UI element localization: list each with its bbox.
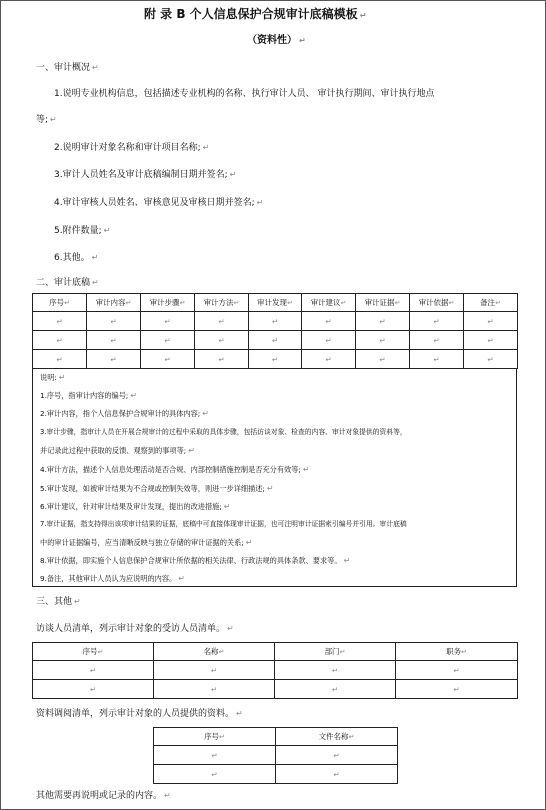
- note-line: 6.审计建议，针对审计结果及审计发现，提出的改进措施; ↵: [40, 502, 231, 511]
- note-line: 并记录此过程中获取的反馈、观察到的事项等; ↵: [40, 446, 195, 455]
- table-cell: ↵: [141, 312, 195, 331]
- table-cell: ↵: [33, 350, 87, 369]
- table-cell: ↵: [249, 350, 302, 369]
- docs-list-text: 资料调阅清单，列示审计对象的人员提供的资料。 ↵: [36, 709, 243, 719]
- table-cell: ↵: [141, 350, 195, 369]
- table-header-cell: 序号↵: [33, 643, 154, 661]
- table-cell: ↵: [275, 661, 396, 680]
- table-header-cell: 审计建议↵: [302, 294, 356, 312]
- table-cell: ↵: [276, 746, 398, 765]
- table-cell: ↵: [33, 661, 154, 680]
- table-header-cell: 审计证据↵: [356, 294, 410, 312]
- table-cell: ↵: [249, 312, 302, 331]
- table-cell: ↵: [195, 350, 249, 369]
- table-cell: ↵: [87, 350, 141, 369]
- table-row: [33, 312, 518, 331]
- note-line: 9.备注，其他审计人员认为应说明的内容。 ↵: [40, 574, 185, 583]
- note-line: 中的审计证据编号，应当清晰反映与独立存储的审计证据的关系; ↵: [40, 538, 253, 547]
- table-cell: ↵: [356, 312, 410, 331]
- table-cell: ↵: [302, 350, 356, 369]
- table-cell: ↵: [195, 312, 249, 331]
- table-header-cell: 审计步骤↵: [141, 294, 195, 312]
- table-cell: ↵: [33, 331, 87, 350]
- table-header-row: [33, 643, 518, 661]
- table-cell: ↵: [154, 765, 276, 784]
- section1-item: 1.说明专业机构信息，包括描述专业机构的名称、执行审计人员、 审计执行期间、审计执行地点: [54, 89, 435, 99]
- table-header-row: [154, 728, 398, 746]
- table-cell: ↵: [410, 350, 464, 369]
- table-cell: ↵: [141, 331, 195, 350]
- table-row: [33, 350, 518, 369]
- table-cell: ↵: [356, 331, 410, 350]
- table-cell: ↵: [33, 312, 87, 331]
- table-cell: ↵: [275, 680, 396, 699]
- table-cell: ↵: [249, 331, 302, 350]
- note-line: 1.序号，指审计内容的编号; ↵: [40, 391, 138, 400]
- table-header-cell: 审计依据↵: [410, 294, 464, 312]
- table-cell: ↵: [33, 680, 154, 699]
- section1-item: 等; ↵: [36, 115, 57, 125]
- notes-box: [32, 368, 517, 587]
- table-cell: ↵: [87, 312, 141, 331]
- table-header-cell: 职务↵: [396, 643, 518, 661]
- table-cell: ↵: [396, 661, 518, 680]
- section1-item: 6.其他。 ↵: [54, 253, 99, 263]
- table-row: [33, 661, 518, 680]
- table-cell: ↵: [195, 331, 249, 350]
- table-cell: ↵: [154, 661, 275, 680]
- table-header-row: [33, 294, 518, 312]
- interview-table: [32, 642, 518, 699]
- documents-table: [153, 727, 398, 784]
- table-row: [154, 746, 398, 765]
- note-line: 8.审计依据，即实施个人信息保护合规审计所依据的相关法律、行政法规的具体条款、要求等。 ↵: [40, 556, 351, 565]
- table-header-cell: 审计发现↵: [249, 294, 302, 312]
- note-line: 4.审计方法，描述个人信息处理活动是否合规、内部控制措施控制是否充分有效等; ↵: [40, 465, 310, 474]
- table-header-cell: 文件名称↵: [276, 728, 398, 746]
- note-line: 3.审计步骤，指审计人员在开展合规审计的过程中采取的具体步骤，包括访谈对象、检查的内容、审计对象提供的资料等，: [40, 428, 407, 436]
- table-cell: ↵: [410, 312, 464, 331]
- table-cell: ↵: [154, 746, 276, 765]
- section1-item: 2.说明审计对象名称和审计项目名称; ↵: [54, 143, 210, 153]
- table-cell: ↵: [410, 331, 464, 350]
- table-header-cell: 序号↵: [154, 728, 276, 746]
- table-row: [33, 331, 518, 350]
- table-cell: ↵: [396, 680, 518, 699]
- table-cell: ↵: [302, 331, 356, 350]
- table-header-cell: 备注↵: [464, 294, 518, 312]
- table-cell: ↵: [464, 331, 518, 350]
- table-header-cell: 序号↵: [33, 294, 87, 312]
- table-cell: ↵: [87, 331, 141, 350]
- table-row: [154, 765, 398, 784]
- table-cell: ↵: [276, 765, 398, 784]
- page-subtitle: （资料性） ↵: [247, 35, 306, 46]
- page-title: 附 录 B 个人信息保护合规审计底稿模板 ↵: [144, 7, 367, 21]
- table-cell: ↵: [464, 312, 518, 331]
- note-line: 5.审计发现，如被审计结果为不合规或控制失效等，则进一步详细描述; ↵: [40, 484, 274, 493]
- note-line: 2.审计内容，指个人信息保护合规审计的具体内容; ↵: [40, 409, 209, 418]
- table-cell: ↵: [302, 312, 356, 331]
- section2-heading: 二、审计底稿 ↵: [36, 278, 99, 288]
- section1-item: 3.审计人员姓名及审计底稿编制日期并签名; ↵: [54, 170, 237, 180]
- interview-list-text: 访谈人员清单，列示审计对象的受访人员清单。 ↵: [36, 624, 234, 634]
- audit-workpaper-table: [32, 293, 518, 369]
- note-line: 7.审计证据，指支持得出该项审计结果的证据，底稿中可直接体现审计证据，也可注明审计证据索引编号并引用。审计底稿: [40, 520, 407, 528]
- table-header-cell: 审计内容↵: [87, 294, 141, 312]
- table-header-cell: 部门↵: [275, 643, 396, 661]
- table-cell: ↵: [154, 680, 275, 699]
- final-note-text: 其他需要再说明或记录的内容。 ↵: [36, 791, 171, 801]
- notes-title: 说明: ↵: [40, 373, 66, 382]
- section1-item: 4.审计审核人员姓名、审核意见及审核日期并签名; ↵: [54, 198, 264, 208]
- section3-heading: 三、其他 ↵: [36, 597, 81, 607]
- table-header-cell: 审计方法↵: [195, 294, 249, 312]
- table-header-cell: 名称↵: [154, 643, 275, 661]
- table-cell: ↵: [464, 350, 518, 369]
- section1-heading: 一、审计概况 ↵: [36, 63, 99, 73]
- section1-item: 5.附件数量; ↵: [54, 226, 111, 236]
- table-row: [33, 680, 518, 699]
- table-cell: ↵: [356, 350, 410, 369]
